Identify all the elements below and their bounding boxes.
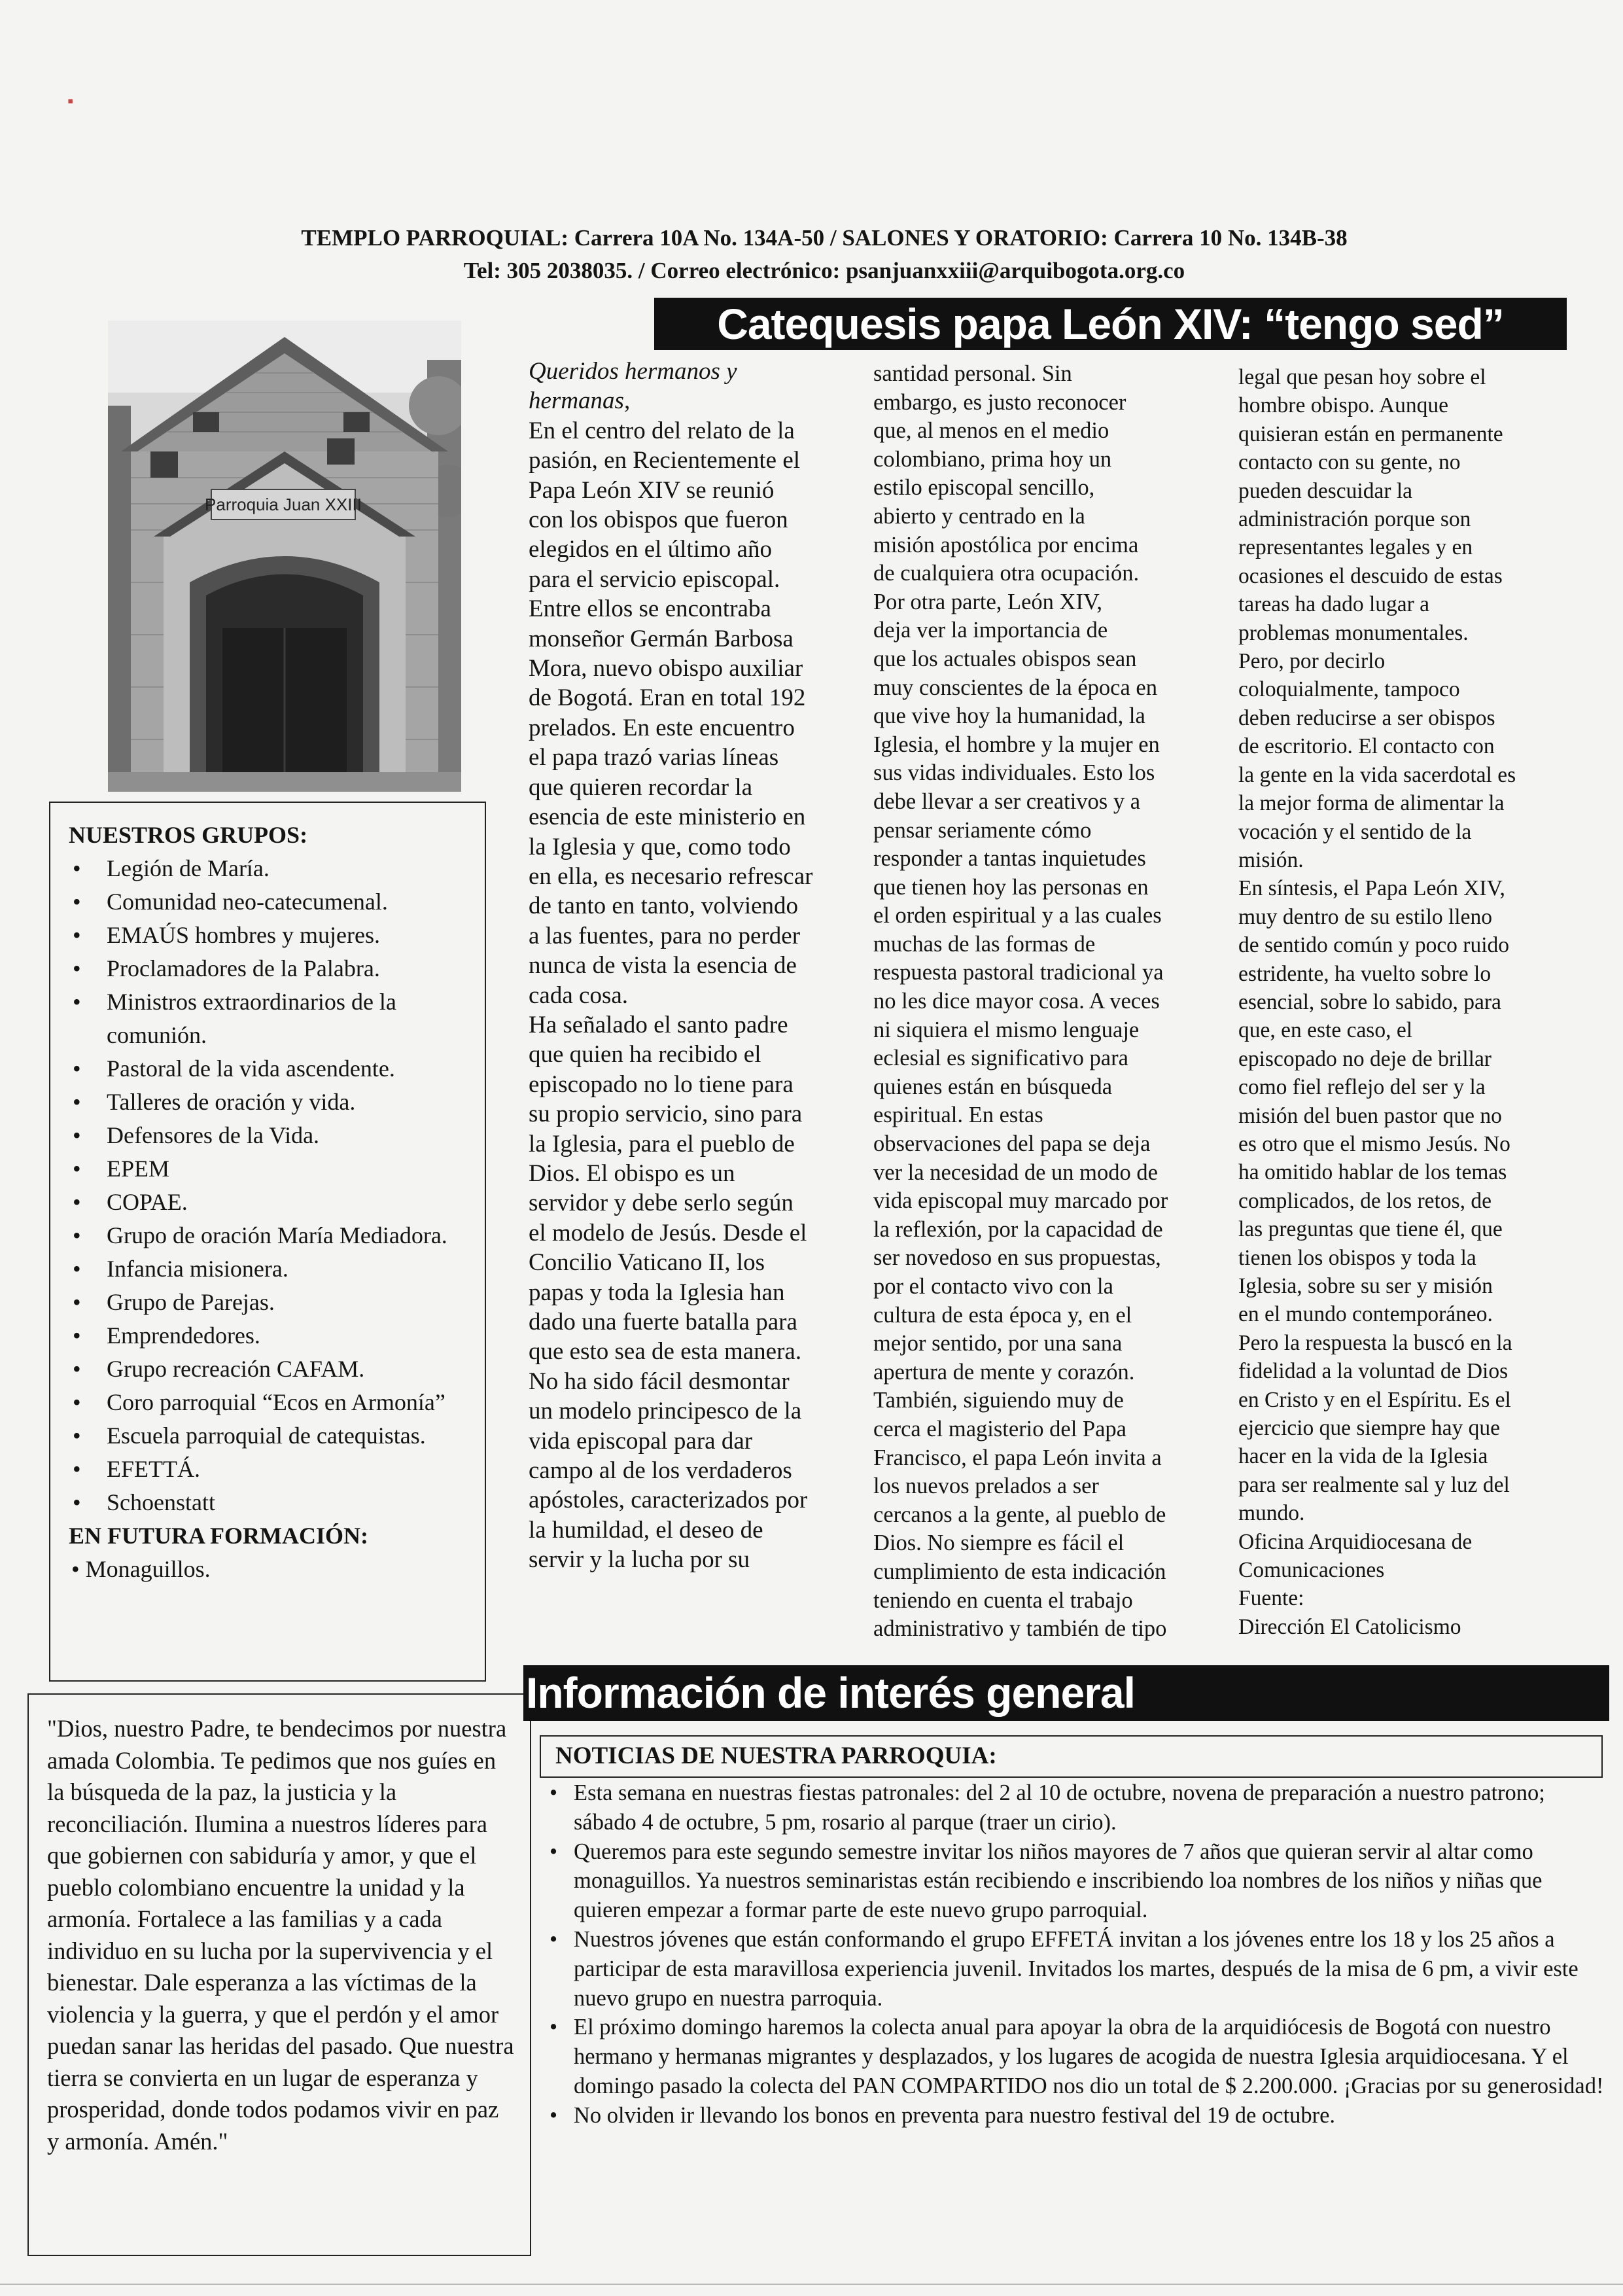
- news-title: NOTICIAS DE NUESTRA PARROQUIA:: [540, 1735, 1603, 1778]
- group-item: • Defensores de la Vida.: [69, 1119, 474, 1152]
- scan-mark: ▪: [67, 92, 74, 111]
- article-column-1-text: En el centro del relato de la pasión, en Recientemente el Papa León XIV se reunió con los obispos que fueron elegidos en el último año para el servicio episcopal. Entre ellos se encontraba monseñor Germán Barbosa Mora, nuevo obispo auxiliar de Bogotá. Eran en total 192 prelados. En este encuentro el papa trazó varias líneas que quieren recordar la esencia de este ministerio en la Iglesia y que, como todo en ella, es necesario refrescar de tanto en tanto, volviendo a las fuentes, para no perder nunca de vista la esencia de cada cosa. Ha señalado el santo padre que quien ha recibido el episcopado no lo tiene para su propio servicio, sino para la Iglesia, para el pueblo de Dios. El obispo es un servidor y debe serlo según el modelo de Jesús. Desde el Concilio Vaticano II, los papas y toda la Iglesia han dado una fuerte batalla para que esto sea de esta manera. No ha sido fácil desmontar un modelo principesco de la vida episcopal para dar campo al de los verdaderos apóstoles, caracterizados por la humildad, el deseo de servir y la lucha por su: [529, 417, 813, 1574]
- groups-title: NUESTROS GRUPOS:: [69, 822, 308, 848]
- groups-list: [69, 852, 474, 1519]
- article-column-1: [529, 357, 869, 1639]
- article-salutation: Queridos hermanos y hermanas,: [529, 358, 737, 415]
- group-item: • Pastoral de la vida ascendente.: [69, 1052, 474, 1086]
- news-item: • Nuestros jóvenes que están conformando el grupo EFFETÁ invitan a los jóvenes entre los 18 y los 25 años a participar de esta maravillosa experiencia juvenil. Invitados los martes, después de la misa de 6 pm, a vivir este nuevo grupo en nuestra parroquia.: [548, 1925, 1605, 2013]
- group-item: • Infancia misionera.: [69, 1252, 474, 1286]
- groups-box: [49, 802, 486, 1682]
- news-item: • Esta semana en nuestras fiestas patronales: del 2 al 10 de octubre, novena de preparación a nuestro patrono; sábado 4 de octubre, 5 pm, rosario al parque (traer un cirio).: [548, 1778, 1605, 1837]
- group-item: • Talleres de oración y vida.: [69, 1086, 474, 1119]
- parish-contact: Tel: 305 2038035. / Correo electrónico: psanjuanxxiii@arquibogota.org.co: [463, 258, 1185, 283]
- article-title: Catequesis papa León XIV: “tengo sed”: [654, 298, 1567, 350]
- article-column-3: legal que pesan hoy sobre el hombre obispo. Aunque quisieran están en permanente contacto con su gente, no pueden descuidar la administración porque son representantes legales y en ocasiones el descuido de estas tareas ha dado lugar a problemas monumentales. Pero, por decirlo coloquialmente, tampoco deben reducirse a ser obispos de escritorio. El contacto con la gente en la vida sacerdotal es la mejor forma de alimentar la vocación y el sentido de la misión. En síntesis, el Papa León XIV, muy dentro de su estilo lleno de sentido común y poco ruido estridente, ha vuelto sobre lo esencial, sobre lo sabido, para que, en este caso, el episcopado no deje de brillar como fiel reflejo del ser y la misión del buen pastor que no es otro que el mismo Jesús. No ha omitido hablar de los temas complicados, de los retos, de las preguntas que tiene él, que tienen los obispos y toda la Iglesia, sobre su ser y misión en el mundo contemporáneo. Pero la respuesta la buscó en la fidelidad a la voluntad de Dios en Cristo y en el Espíritu. Es el ejercicio que siempre hay que hacer en la vida de la Iglesia para ser realmente sal y luz del mundo. Oficina Arquidiocesana de Comunicaciones Fuente: Dirección El Catolicismo: [1238, 365, 1516, 1639]
- group-item: • Grupo recreación CAFAM.: [69, 1352, 474, 1386]
- group-item: • Legión de María.: [69, 852, 474, 885]
- group-item: • Schoenstatt: [69, 1486, 474, 1519]
- news-item: • Queremos para este segundo semestre invitar los niños mayores de 7 años que quieran servir al altar como monaguillos. Ya nuestros seminaristas están recibiendo e inscribiendo loa nombres de los niños y niñas que quieren empezar a formar parte de este nuevo grupo parroquial.: [548, 1837, 1605, 1925]
- group-item: • Coro parroquial “Ecos en Armonía”: [69, 1386, 474, 1419]
- group-item: • Ministros extraordinarios de la comunión.: [69, 985, 474, 1052]
- prayer-box: "Dios, nuestro Padre, te bendecimos por nuestra amada Colombia. Te pedimos que nos guíes en la búsqueda de la paz, la justicia y la reconciliación. Ilumina a nuestros líderes para que gobiernen con sabiduría y amor, y que el pueblo colombiano encuentre la unidad y la armonía. Fortalece a las familias y a cada individuo en su lucha por la supervivencia y el bienestar. Dale esperanza a las víctimas de la violencia y la guerra, y que el perdón y el amor puedan sanar las heridas del pasado. Que nuestra tierra se convierta en un lugar de esperanza y prosperidad, donde todos podamos vivir en paz y armonía. Amén.": [27, 1693, 531, 2256]
- info-section-title: Información de interés general: [523, 1665, 1609, 1721]
- group-item: • EMAÚS hombres y mujeres.: [69, 919, 474, 952]
- group-item: • EFETTÁ.: [69, 1453, 474, 1486]
- group-item: • Emprendedores.: [69, 1319, 474, 1352]
- news-item: • No olviden ir llevando los bonos en preventa para nuestro festival del 19 de octubre.: [548, 2101, 1605, 2130]
- group-item: • Proclamadores de la Palabra.: [69, 952, 474, 985]
- church-photo: [108, 321, 461, 792]
- church-sign: Parroquia Juan XXIII: [205, 495, 362, 514]
- article-column-2: santidad personal. Sin embargo, es justo reconocer que, al menos en el medio colombiano, prima hoy un estilo episcopal sencillo, abierto y centrado en la misión apostólica por encima de cualquiera otra ocupación. Por otra parte, León XIV, deja ver la importancia de que los actuales obispos sean muy conscientes de la época en que vive hoy la humanidad, la Iglesia, el hombre y la mujer en sus vidas individuales. Esto los debe llevar a ser creativos y a pensar seriamente cómo responder a tantas inquietudes que tienen hoy las personas en el orden espiritual y a las cuales muchas de las formas de respuesta pastoral tradicional ya no les dice mayor cosa. A veces ni siquiera el mismo lenguaje eclesial es significativo para quienes están en búsqueda espiritual. En estas observaciones del papa se deja ver la necesidad de un modo de vida episcopal muy marcado por la reflexión, por la capacidad de ser novedoso en sus propuestas, por el contacto vivo con la cultura de esta época y, en el mejor sentido, por una sana apertura de mente y corazón. También, siguiendo muy de cerca el magisterio del Papa Francisco, el papa León invita a los nuevos prelados a ser cercanos a la gente, al pueblo de Dios. No siempre es fácil el cumplimiento de esta indicación teniendo en cuenta el trabajo administrativo y también de tipo: [873, 361, 1168, 1642]
- parish-address: TEMPLO PARROQUIAL: Carrera 10A No. 134A-50 / SALONES Y ORATORIO: Carrera 10 No. 134B-38: [301, 225, 1348, 251]
- group-item: • Escuela parroquial de catequistas.: [69, 1419, 474, 1453]
- news-list: [548, 1778, 1605, 2130]
- future-formation-title: EN FUTURA FORMACIÓN:: [69, 1523, 368, 1549]
- future-formation-item: • Monaguillos.: [71, 1556, 211, 1582]
- news-item: • El próximo domingo haremos la colecta anual para apoyar la obra de la arquidiócesis de Bogotá con nuestro hermano y hermanas migrantes y desplazados, y los lugares de acogida de nuestra Iglesia arquidiocesana. Y el domingo pasado la colecta del PAN COMPARTIDO nos dio un total de $ 2.200.000. ¡Gracias por su generosidad!: [548, 2013, 1605, 2100]
- page-bottom-edge: [0, 2284, 1623, 2285]
- group-item: • EPEM: [69, 1152, 474, 1186]
- group-item: • Comunidad neo-catecumenal.: [69, 885, 474, 919]
- group-item: • COPAE.: [69, 1186, 474, 1219]
- group-item: • Grupo de oración María Mediadora.: [69, 1219, 474, 1252]
- group-item: • Grupo de Parejas.: [69, 1286, 474, 1319]
